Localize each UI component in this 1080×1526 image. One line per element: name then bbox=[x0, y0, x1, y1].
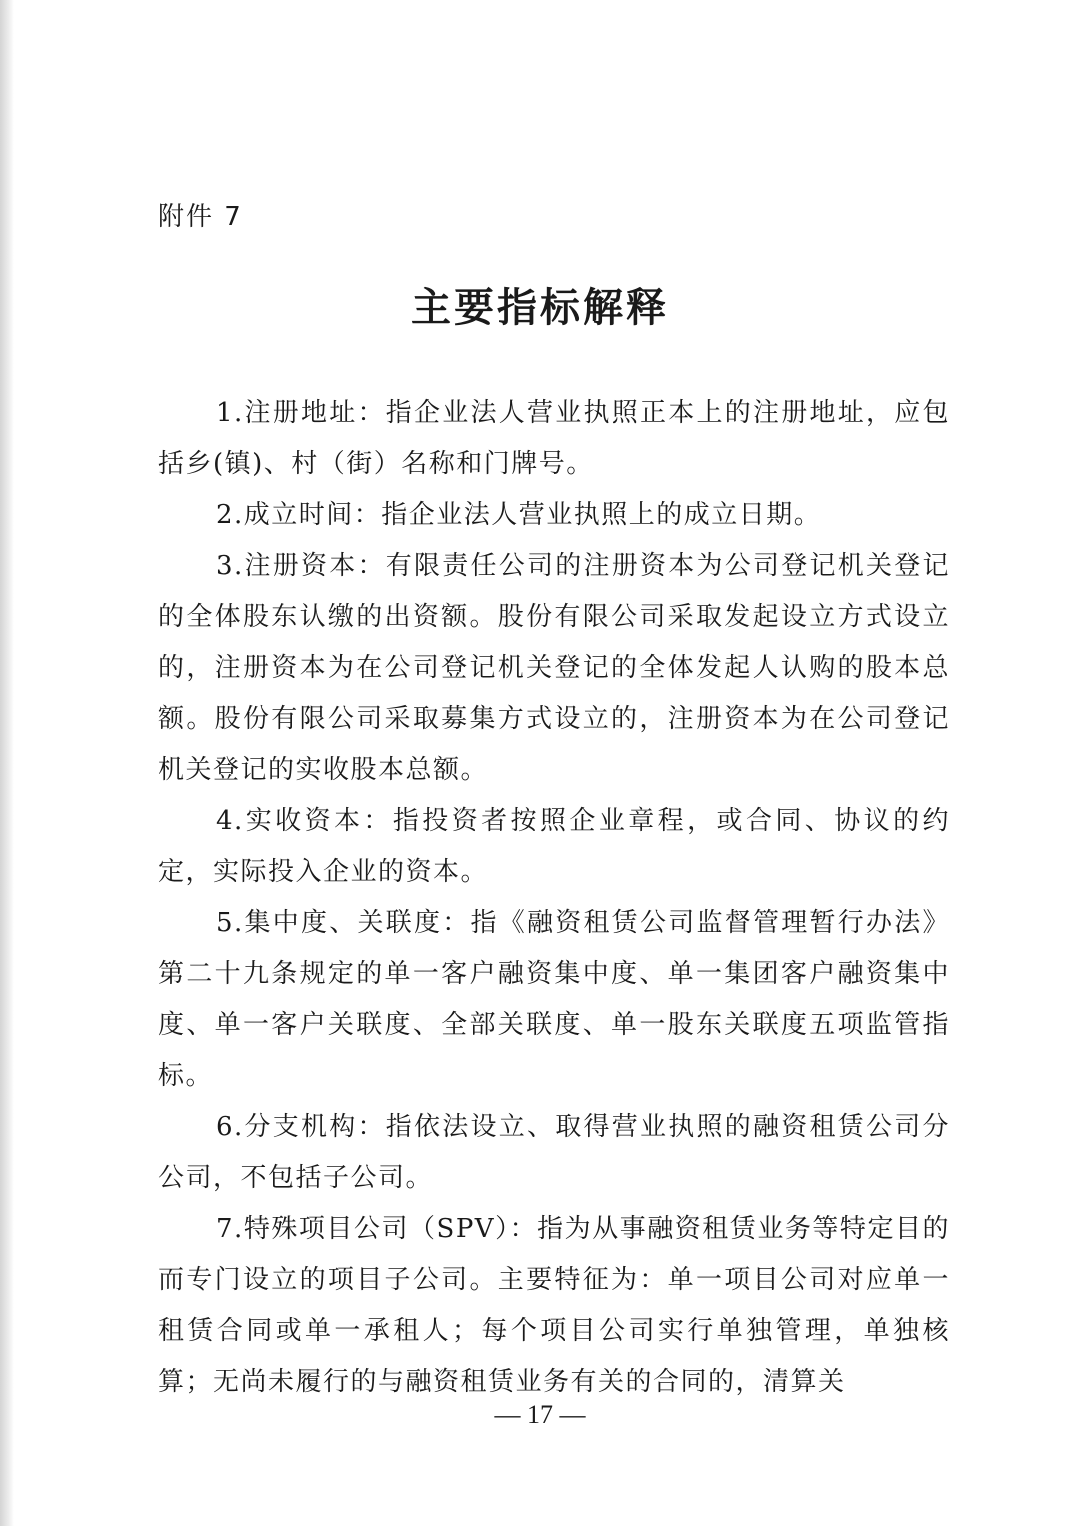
attachment-label: 附件 7 bbox=[158, 202, 243, 232]
paragraph-registered-capital: 3.注册资本：有限责任公司的注册资本为公司登记机关登记的全体股东认缴的出资额。股份有限公司采取发起设立方式设立的，注册资本为在公司登记机关登记的全体发起人认购的股本总额。股份有限公司采取募集方式设立的，注册资本为在公司登记机关登记的实收股本总额。 bbox=[158, 551, 950, 785]
paragraph-registered-address: 1.注册地址：指企业法人营业执照正本上的注册地址，应包括乡(镇)、村（街）名称和门牌号。 bbox=[158, 398, 950, 479]
document-title: 主要指标解释 bbox=[411, 284, 669, 331]
paragraph-paid-in-capital: 4.实收资本：指投资者按照企业章程，或合同、协议的约定，实际投入企业的资本。 bbox=[158, 806, 950, 887]
paragraph-concentration-ratio: 5.集中度、关联度：指《融资租赁公司监督管理暂行办法》第二十九条规定的单一客户融资集中度、单一集团客户融资集中度、单一客户关联度、全部关联度、单一股东关联度五项监管指标。 bbox=[158, 908, 950, 1091]
page-number: — 17 — bbox=[494, 1400, 586, 1429]
paragraph-special-purpose-vehicle: 7.特殊项目公司（SPV）：指为从事融资租赁业务等特定目的而专门设立的项目子公司。主要特征为：单一项目公司对应单一租赁合同或单一承租人；每个项目公司实行单独管理，单独核算；无尚未履行的与融资租赁业务有关的合同的，清算关 bbox=[158, 1214, 950, 1397]
paragraph-establishment-date: 2.成立时间：指企业法人营业执照上的成立日期。 bbox=[216, 500, 822, 530]
scan-edge-shadow bbox=[0, 0, 14, 1526]
paragraph-branch-offices: 6.分支机构：指依法设立、取得营业执照的融资租赁公司分公司，不包括子公司。 bbox=[158, 1112, 950, 1193]
document-body bbox=[158, 388, 950, 1408]
